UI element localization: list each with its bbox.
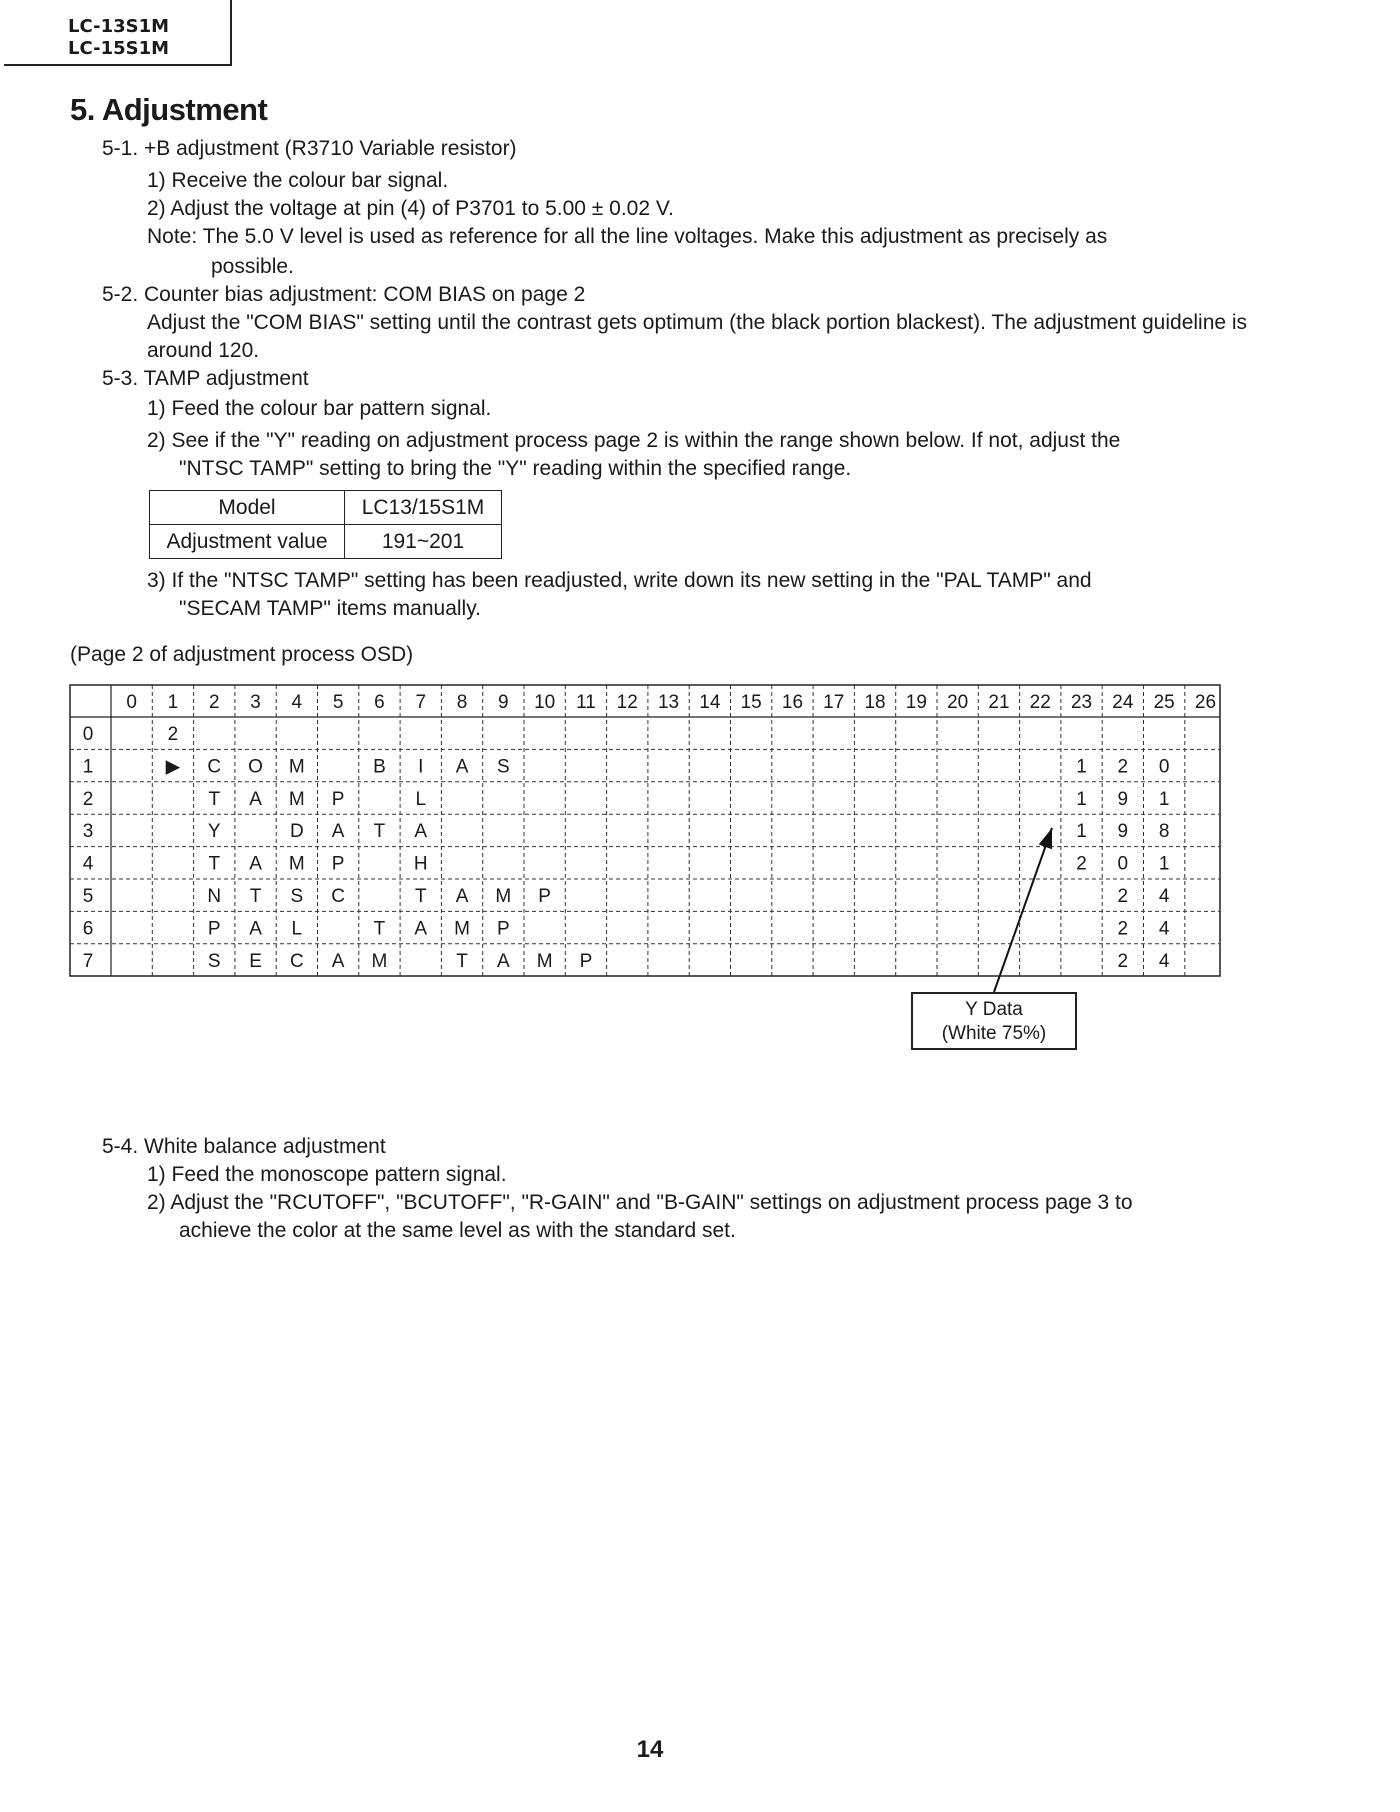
osd-cell: P [538,886,551,907]
osd-cell: A [249,853,262,875]
model-name: LC-15S1M [68,38,170,59]
callout-arrow-line [994,828,1052,992]
osd-cell: M [371,950,388,972]
osd-cell: B [373,756,386,778]
osd-cell: 1 [1158,853,1170,875]
section-5-1-note: possible. [211,255,294,278]
section-5-4-heading: 5-4. White balance adjustment [102,1135,386,1158]
osd-cell: 9 [1117,821,1129,843]
osd-cell: O [248,756,263,778]
osd-column-label: 16 [781,692,804,713]
osd-cell: 1 [1158,788,1170,810]
osd-column-label: 2 [208,692,220,713]
osd-cell: P [497,918,510,940]
section-5-1-step: 1) Receive the colour bar signal. [147,169,449,192]
osd-cell: T [208,788,221,810]
section-5-3-step: "NTSC TAMP" setting to bring the "Y" reading within the specified range. [179,457,852,480]
page-title: 5. Adjustment [70,92,268,127]
osd-column-label: 18 [864,692,886,713]
section-5-1-heading: 5-1. +B adjustment (R3710 Variable resistor) [102,137,517,160]
osd-cell: T [208,853,221,875]
section-5-1-step: 2) Adjust the voltage at pin (4) of P3701 to 5.00 ± 0.02 V. [147,197,674,220]
osd-cell: P [207,918,221,940]
osd-row-label: 2 [82,788,94,810]
osd-cell: 2 [1076,853,1087,875]
osd-row-label: 0 [82,724,94,745]
osd-cell: 2 [1117,950,1129,972]
osd-cell: A [455,756,469,778]
osd-cell: S [290,886,304,907]
osd-column-label: 21 [988,692,1010,713]
osd-column-label: 15 [740,692,762,713]
osd-row-label: 1 [82,756,94,778]
osd-cell: 1 [1076,821,1087,843]
osd-column-label: 0 [126,692,137,713]
osd-row-label: 6 [82,918,94,940]
osd-caption: (Page 2 of adjustment process OSD) [70,643,414,666]
osd-cell: Y [207,821,221,843]
osd-cell: A [455,886,469,907]
osd-row-label: 4 [82,853,94,875]
section-5-3-heading: 5-3. TAMP adjustment [102,367,309,390]
osd-cell: 1 [1076,788,1087,810]
osd-cell: 4 [1158,950,1170,972]
callout-line: Y Data [965,999,1023,1020]
osd-cell: A [249,788,262,810]
section-5-2-body: Adjust the "COM BIAS" setting until the contrast gets optimum (the black portion blackest). The adjustment guideline is around 120. [147,311,1248,362]
section-5-3-step: "SECAM TAMP" items manually. [179,597,481,620]
osd-cell: M [454,918,470,940]
osd-row-label: 7 [82,950,94,972]
osd-cell: A [414,821,428,843]
osd-column-label: 6 [374,692,385,713]
osd-column-label: 25 [1153,692,1175,713]
osd-cell: 0 [1158,756,1170,778]
cursor-arrow-icon: ▶ [165,756,181,778]
osd-column-label: 7 [415,692,427,713]
section-5-3-step: 1) Feed the colour bar pattern signal. [147,397,492,420]
osd-cell: 2 [1117,756,1129,778]
osd-cell: A [497,950,510,972]
osd-row-label: 3 [82,821,94,843]
osd-column-label: 4 [291,692,303,713]
osd-column-label: 10 [534,692,556,713]
osd-cell: P [579,950,593,972]
osd-column-label: 17 [823,692,845,713]
table-cell: Model [150,491,345,525]
osd-cell: 8 [1158,821,1170,843]
osd-cell: 9 [1117,788,1129,810]
osd-cell: T [414,886,427,907]
osd-cell: M [288,853,305,875]
osd-cell: C [207,756,222,778]
osd-cell: N [207,886,222,907]
osd-cell: 0 [1117,853,1129,875]
osd-cell: T [456,950,468,972]
osd-column-label: 14 [699,692,721,713]
section-5-1-note: Note: The 5.0 V level is used as reference for all the line voltages. Make this adjustment as precisely as [147,225,1108,248]
osd-cell: 4 [1158,886,1170,907]
osd-cell: 1 [1076,756,1087,778]
osd-column-label: 8 [456,692,468,713]
osd-column-label: 22 [1029,692,1051,713]
section-5-3-step: 3) If the "NTSC TAMP" setting has been readjusted, write down its new setting in the "PAL TAMP" and [147,569,1092,592]
osd-column-label: 24 [1112,692,1134,713]
osd-cell: A [414,918,428,940]
osd-cell: A [331,950,345,972]
osd-cell: 4 [1158,918,1170,940]
osd-cell: M [536,950,553,972]
osd-cell: 2 [1117,886,1129,907]
osd-column-label: 11 [576,692,596,713]
section-5-3-step: 2) See if the "Y" reading on adjustment process page 2 is within the range shown below. If not, adjust the [147,429,1121,452]
table-cell: Adjustment value [150,525,345,559]
osd-cell: E [249,950,262,972]
section-5-4-step: 1) Feed the monoscope pattern signal. [147,1163,507,1186]
osd-cell: P [331,853,345,875]
osd-border [70,685,1220,976]
osd-column-label: 26 [1194,692,1217,713]
osd-column-label: 12 [616,692,638,713]
osd-cell: T [249,886,262,907]
osd-row-label: 5 [82,886,94,907]
osd-column-label: 5 [332,692,344,713]
osd-column-label: 23 [1070,692,1093,713]
osd-cell: H [413,853,428,875]
osd-cell: P [331,788,345,810]
osd-cell: A [331,821,345,843]
section-5-4-step: achieve the color at the same level as with the standard set. [179,1219,736,1242]
osd-cell: M [495,886,512,907]
osd-cell: M [288,756,305,778]
osd-cell: T [373,918,386,940]
callout-arrowhead-icon [1039,828,1052,849]
osd-cell: M [288,788,305,810]
table-cell: LC13/15S1M [345,491,502,525]
osd-cell: C [331,886,346,907]
osd-column-label: 3 [250,692,261,713]
osd-cell: A [249,918,262,940]
osd-cell: S [207,950,221,972]
callout-line: (White 75%) [941,1023,1047,1044]
section-5-4-step: 2) Adjust the "RCUTOFF", "BCUTOFF", "R-GAIN" and "B-GAIN" settings on adjustment process page 3 to [147,1191,1133,1214]
osd-column-label: 20 [947,692,969,713]
table-cell: 191~201 [345,525,502,559]
osd-column-label: 19 [905,692,927,713]
osd-cell: D [289,821,304,843]
y-data-callout [911,992,1077,1050]
model-name: LC-13S1M [68,16,170,37]
osd-cell: T [373,821,386,843]
osd-cell: C [289,950,304,972]
osd-cell: 2 [1117,918,1129,940]
osd-cell: L [291,918,303,940]
page-number: 14 [636,1736,664,1763]
section-5-2-heading: 5-2. Counter bias adjustment: COM BIAS on page 2 [102,283,586,306]
osd-cell: S [497,756,510,778]
osd-cell: 2 [167,724,179,745]
osd-column-label: 9 [498,692,509,713]
osd-column-label: 13 [657,692,680,713]
osd-cell: I [418,756,424,778]
osd-column-label: 1 [167,692,179,713]
osd-cell: L [415,788,427,810]
